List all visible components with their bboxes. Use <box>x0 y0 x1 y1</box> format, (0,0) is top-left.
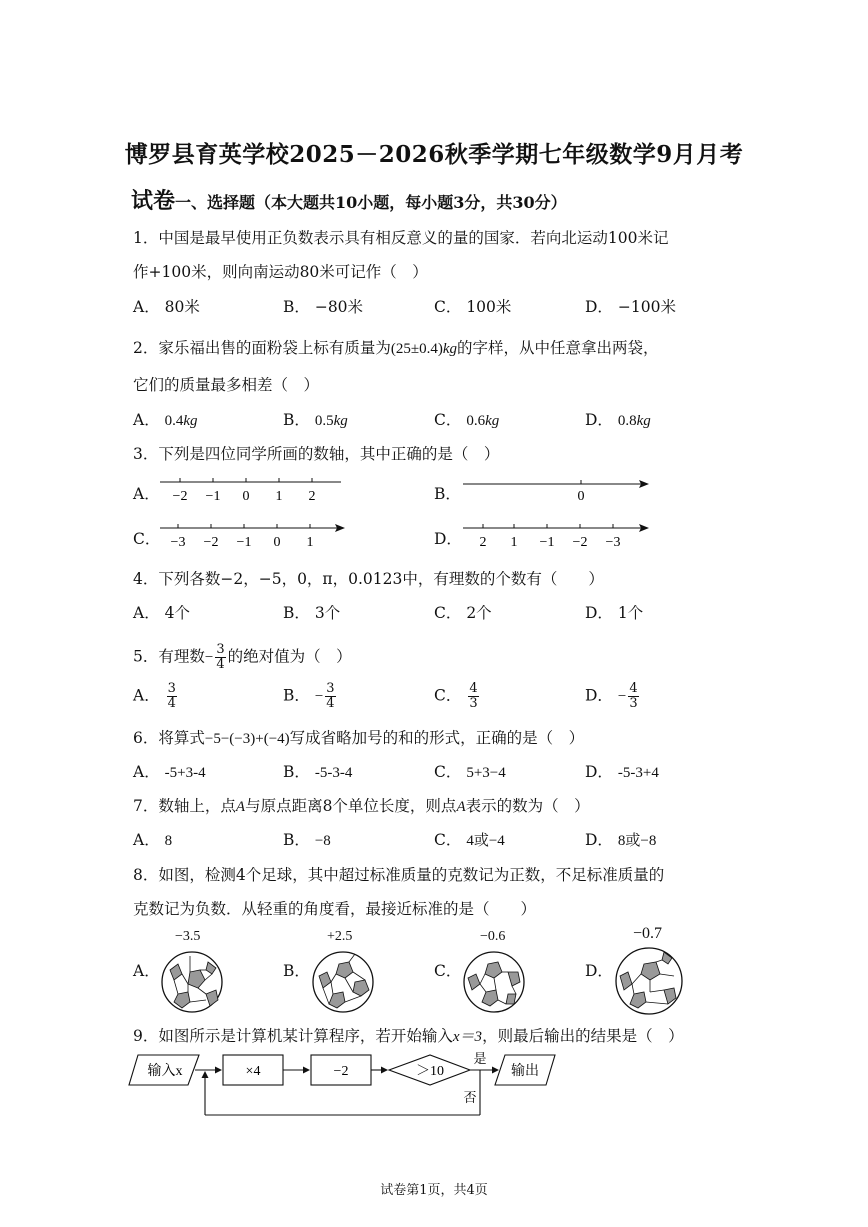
number-line-c <box>155 518 355 554</box>
tick-label: 1 <box>510 535 518 550</box>
number-line-a <box>155 474 355 510</box>
question-2-line-2: 它们的质量最多相差（ ） <box>133 376 320 394</box>
option-d[interactable]: D． −100米 <box>585 298 676 316</box>
tick-label: −2 <box>203 535 219 550</box>
flow-compare-label: ＞10 <box>416 1064 444 1079</box>
tick-label: 0 <box>577 489 585 504</box>
flow-subtract-label: −2 <box>333 1064 349 1079</box>
tick-label: 2 <box>479 535 487 550</box>
soccer-ball-icon <box>160 950 224 1014</box>
expression: −5−(−3)+(−4) <box>204 731 290 747</box>
ball-mass-c: −0.6 <box>480 929 506 944</box>
question-1 <box>133 228 668 248</box>
ball-mass-b: +2.5 <box>327 929 353 944</box>
option-b[interactable]: B． − $\frac{3}{4}$ <box>283 681 335 711</box>
option-a[interactable]: A． 8 <box>133 831 173 849</box>
flowchart <box>125 1050 565 1122</box>
flow-input-label: 输入x <box>147 1064 183 1079</box>
option-a[interactable]: A． $\frac{3}{4}$ <box>133 681 176 711</box>
question-number: 1． <box>133 229 159 247</box>
tick-label: 1 <box>306 535 314 550</box>
tick-label: −1 <box>539 535 555 550</box>
option-d[interactable]: D． <box>585 962 613 980</box>
option-c[interactable]: C． 4或−4 <box>434 831 505 849</box>
option-b[interactable]: B． -5-3-4 <box>283 763 353 781</box>
question-2: 2．家乐福出售的面粉袋上标有质量为(25±0.4)kg的字样，从中任意拿出两袋， <box>133 339 659 357</box>
option-a[interactable]: A． 0.4kg <box>133 411 198 429</box>
tick-label: −1 <box>236 535 252 550</box>
option-d[interactable]: D． -5-3+4 <box>585 763 659 781</box>
option-b[interactable]: B． −8 <box>283 831 331 849</box>
soccer-ball-icon <box>462 950 526 1014</box>
option-c[interactable]: C． <box>133 530 161 548</box>
option-b[interactable]: B． <box>434 485 461 503</box>
tick-label: −2 <box>172 489 188 504</box>
flow-no-label: 否 <box>463 1090 477 1105</box>
option-c[interactable]: C． 5+3−4 <box>434 763 506 781</box>
tick-label: −2 <box>572 535 588 550</box>
number-line-b <box>458 474 658 510</box>
section-heading <box>131 184 567 215</box>
section-text: 一、选择题（本大题共10小题，每小题3分，共30分） <box>175 193 567 212</box>
option-a[interactable]: A． <box>133 485 160 503</box>
option-a[interactable]: A． <box>133 962 160 980</box>
option-a[interactable]: A． 4个 <box>133 604 191 622</box>
ball-mass-a: −3.5 <box>175 929 201 944</box>
option-c[interactable]: C． 2个 <box>434 604 492 622</box>
option-c[interactable]: C． $\frac{4}{3}$ <box>434 681 478 711</box>
question-5: 5．有理数− $\frac{3}{4}$ 的绝对值为（ ） <box>133 642 352 672</box>
soccer-ball-icon <box>311 950 375 1014</box>
input-condition: x＝3 <box>452 1029 483 1045</box>
mass-expression: (25±0.4) <box>390 341 443 357</box>
tick-label: 0 <box>273 535 281 550</box>
section-prefix: 试卷 <box>131 188 176 214</box>
soccer-ball-icon <box>614 946 684 1016</box>
flow-multiply-label: ×4 <box>245 1064 261 1079</box>
flow-output-label: 输出 <box>511 1064 539 1079</box>
ball-mass-d: −0.7 <box>633 925 663 942</box>
option-d[interactable]: D． 1个 <box>585 604 644 622</box>
flow-yes-label: 是 <box>473 1051 487 1066</box>
page-title: 博罗县育英学校2025－2026秋季学期七年级数学9月月考 <box>124 141 744 168</box>
fraction: $\frac{3}{4}$ <box>216 642 225 672</box>
question-4: 4．下列各数−2，−5，0，π，0.0123中，有理数的个数有（ ） <box>133 570 604 588</box>
option-b[interactable]: B． −80米 <box>283 298 364 316</box>
tick-label: −3 <box>170 535 186 550</box>
number-line-d <box>458 518 658 554</box>
option-c[interactable]: C． 100米 <box>434 298 512 316</box>
tick-label: −3 <box>605 535 621 550</box>
question-text: 中国是最早使用正负数表示具有相反意义的量的国家．若向北运动100米记 <box>158 229 669 247</box>
option-d[interactable]: D． <box>434 530 462 548</box>
tick-label: −1 <box>205 489 221 504</box>
page-footer: 试卷第1页，共4页 <box>380 1183 488 1198</box>
option-c[interactable]: C． 0.6kg <box>434 411 500 429</box>
option-d[interactable]: D． − $\frac{4}{3}$ <box>585 681 638 711</box>
question-6: 6．将算式−5−(−3)+(−4)写成省略加号的和的形式，正确的是（ ） <box>133 729 585 747</box>
tick-label: 1 <box>275 489 283 504</box>
option-b[interactable]: B． 0.5kg <box>283 411 348 429</box>
question-7: 7．数轴上，点A与原点距离8个单位长度，则点A表示的数为（ ） <box>133 797 590 815</box>
question-3: 3．下列是四位同学所画的数轴，其中正确的是（ ） <box>133 445 500 463</box>
tick-label: 2 <box>308 489 316 504</box>
option-b[interactable]: B． 3个 <box>283 604 341 622</box>
option-a[interactable]: A． -5+3-4 <box>133 763 206 781</box>
tick-label: 0 <box>242 489 250 504</box>
option-d[interactable]: D． 8或−8 <box>585 831 657 849</box>
option-b[interactable]: B． <box>283 962 310 980</box>
question-8: 8．如图，检测4个足球，其中超过标准质量的克数记为正数，不足标准质量的 <box>133 866 665 884</box>
option-d[interactable]: D． 0.8kg <box>585 411 651 429</box>
option-c[interactable]: C． <box>434 962 462 980</box>
question-9: 9．如图所示是计算机某计算程序，若开始输入x＝3，则最后输出的结果是（ ） <box>133 1027 684 1045</box>
question-1-line-2: 作+100米，则向南运动80米可记作（ ） <box>133 263 428 281</box>
question-8-line-2: 克数记为负数．从轻重的角度看，最接近标准的是（ ） <box>133 900 537 918</box>
option-a[interactable]: A． 80米 <box>133 298 200 316</box>
